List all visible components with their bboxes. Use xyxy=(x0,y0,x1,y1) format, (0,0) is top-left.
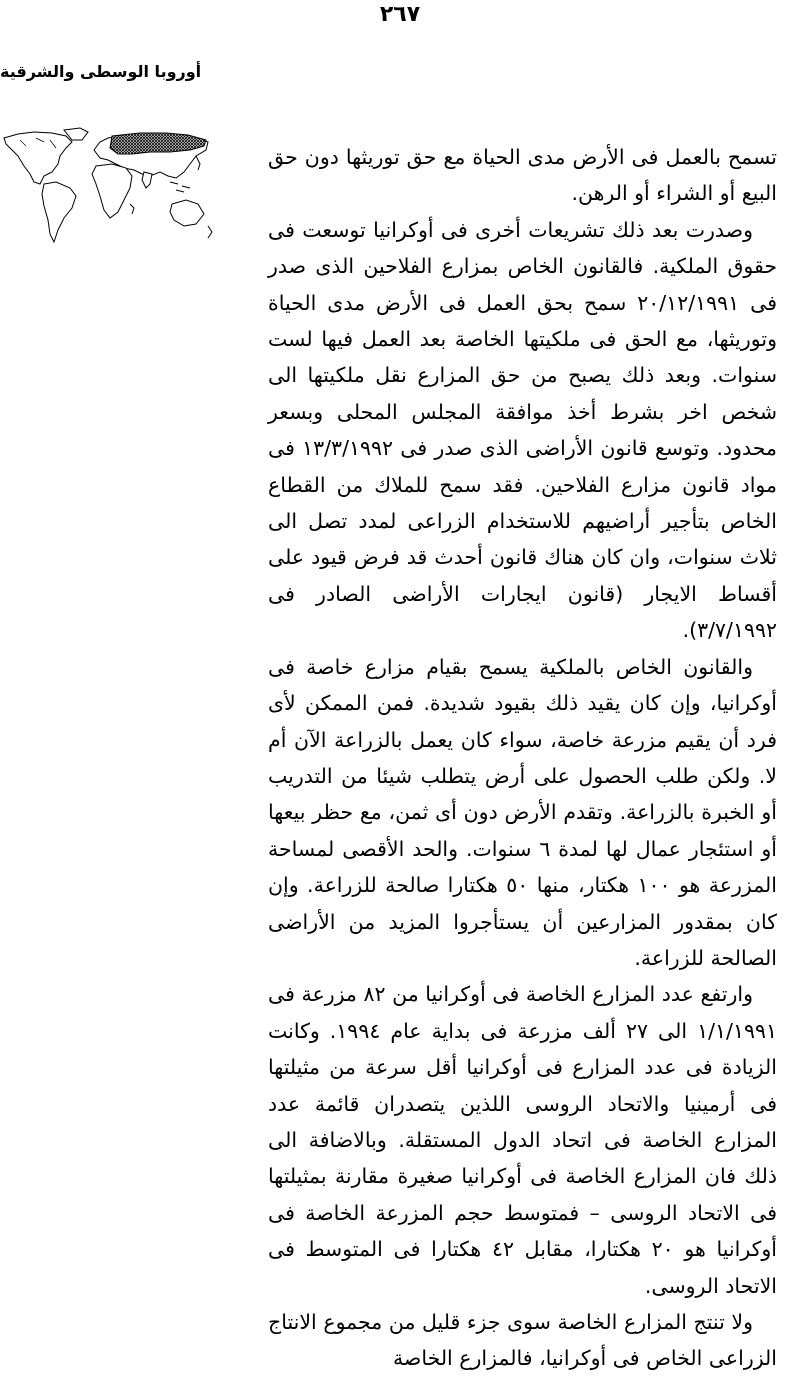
india-shape xyxy=(142,172,152,188)
north-america-shape xyxy=(4,132,72,184)
body-text xyxy=(268,139,777,1377)
running-header: أوروبا الوسطى والشرقية xyxy=(0,62,202,81)
paragraph: وارتفع عدد المزارع الخاصة فى أوكرانيا من ٨٢ مزرعة فى ١/١/١٩٩١ الى ٢٧ ألف مزرعة فى بداية عام ١٩٩٤. وكانت الزيادة فى عدد المزارع فى أوكرانيا أقل سرعة من مثيلتها فى أرمينيا والاتحاد الروسى اللذين يتصدران قائمة عدد المزارع الخاصة فى اتحاد الدول المستقلة. وبالاضافة الى ذلك فان المزارع الخاصة فى أوكرانيا صغيرة مقارنة بمثيلتها فى الاتحاد الروسى – فمتوسط حجم المزرعة الخاصة فى أوكرانيا هو ٢٠ هكتارا، مقابل ٤٢ هكتارا فى المتوسط فى الاتحاد الروسى. xyxy=(268,982,778,1298)
world-map-icon xyxy=(0,126,216,246)
paragraph: ولا تنتج المزارع الخاصة سوى جزء قليل من مجموع الانتاج الزراعى الخاص فى أوكرانيا، فالمزارع الخاصة xyxy=(268,1310,777,1371)
page-number: ٢٦٧ xyxy=(379,2,421,27)
paragraph: وصدرت بعد ذلك تشريعات أخرى فى أوكرانيا توسعت فى حقوق الملكية. فالقانون الخاص بمزارع الفلاحين الذى صدر فى ٢٠/١٢/١٩٩١ سمح بحق العمل فى الأرض مدى الحياة وتوريثها، مع الحق فى ملكيتها الخاصة بعد العمل فيها لست سنوات. وبعد ذلك يصبح من حق المزارع نقل ملكيتها الى شخص اخر بشرط أخذ موافقة المجلس المحلى وبسعر محدود. وتوسع قانون الأراضى الذى صدر فى ١٣/٣/١٩٩٢ فى مواد قانون مزارع الفلاحين. فقد سمح للملاك من القطاع الخاص بتأجير أراضيهم للاستخدام الزراعى لمدد تصل الى ثلاث سنوات، وان كان هناك قانون أحدث قد فرض قيود على أقساط الايجار (قانون ايجارات الأراضى الصادر فى ٣/٧/١٩٩٢). xyxy=(268,217,777,643)
australia-shape xyxy=(170,200,204,226)
africa-shape xyxy=(92,164,132,218)
south-america-shape xyxy=(42,182,76,242)
paragraph: والقانون الخاص بالملكية يسمح بقيام مزارع خاصة فى أوكرانيا، وإن كان يقيد ذلك بقيود شديدة. فمن الممكن لأى فرد أن يقيم مزرعة خاصة، سواء كان يعمل بالزراعة الآن أم لا. ولكن طلب الحصول على أرض يتطلب شيئا من التدريب أو الخبرة بالزراعة. وتقدم الأرض دون أى ثمن، مع حظر بيعها أو استئجار عمال لها لمدة ٦ سنوات. والحد الأقصى لمساحة المزرعة هو ١٠٠ هكتار، منها ٥٠ هكتارا صالحة للزراعة. وإن كان بمقدور المزارعين أن يستأجروا المزيد من الأراضى الصالحة للزراعة. xyxy=(268,654,777,970)
paragraph: تسمح بالعمل فى الأرض مدى الحياة مع حق توريثها دون حق البيع أو الشراء أو الرهن. xyxy=(268,145,777,206)
